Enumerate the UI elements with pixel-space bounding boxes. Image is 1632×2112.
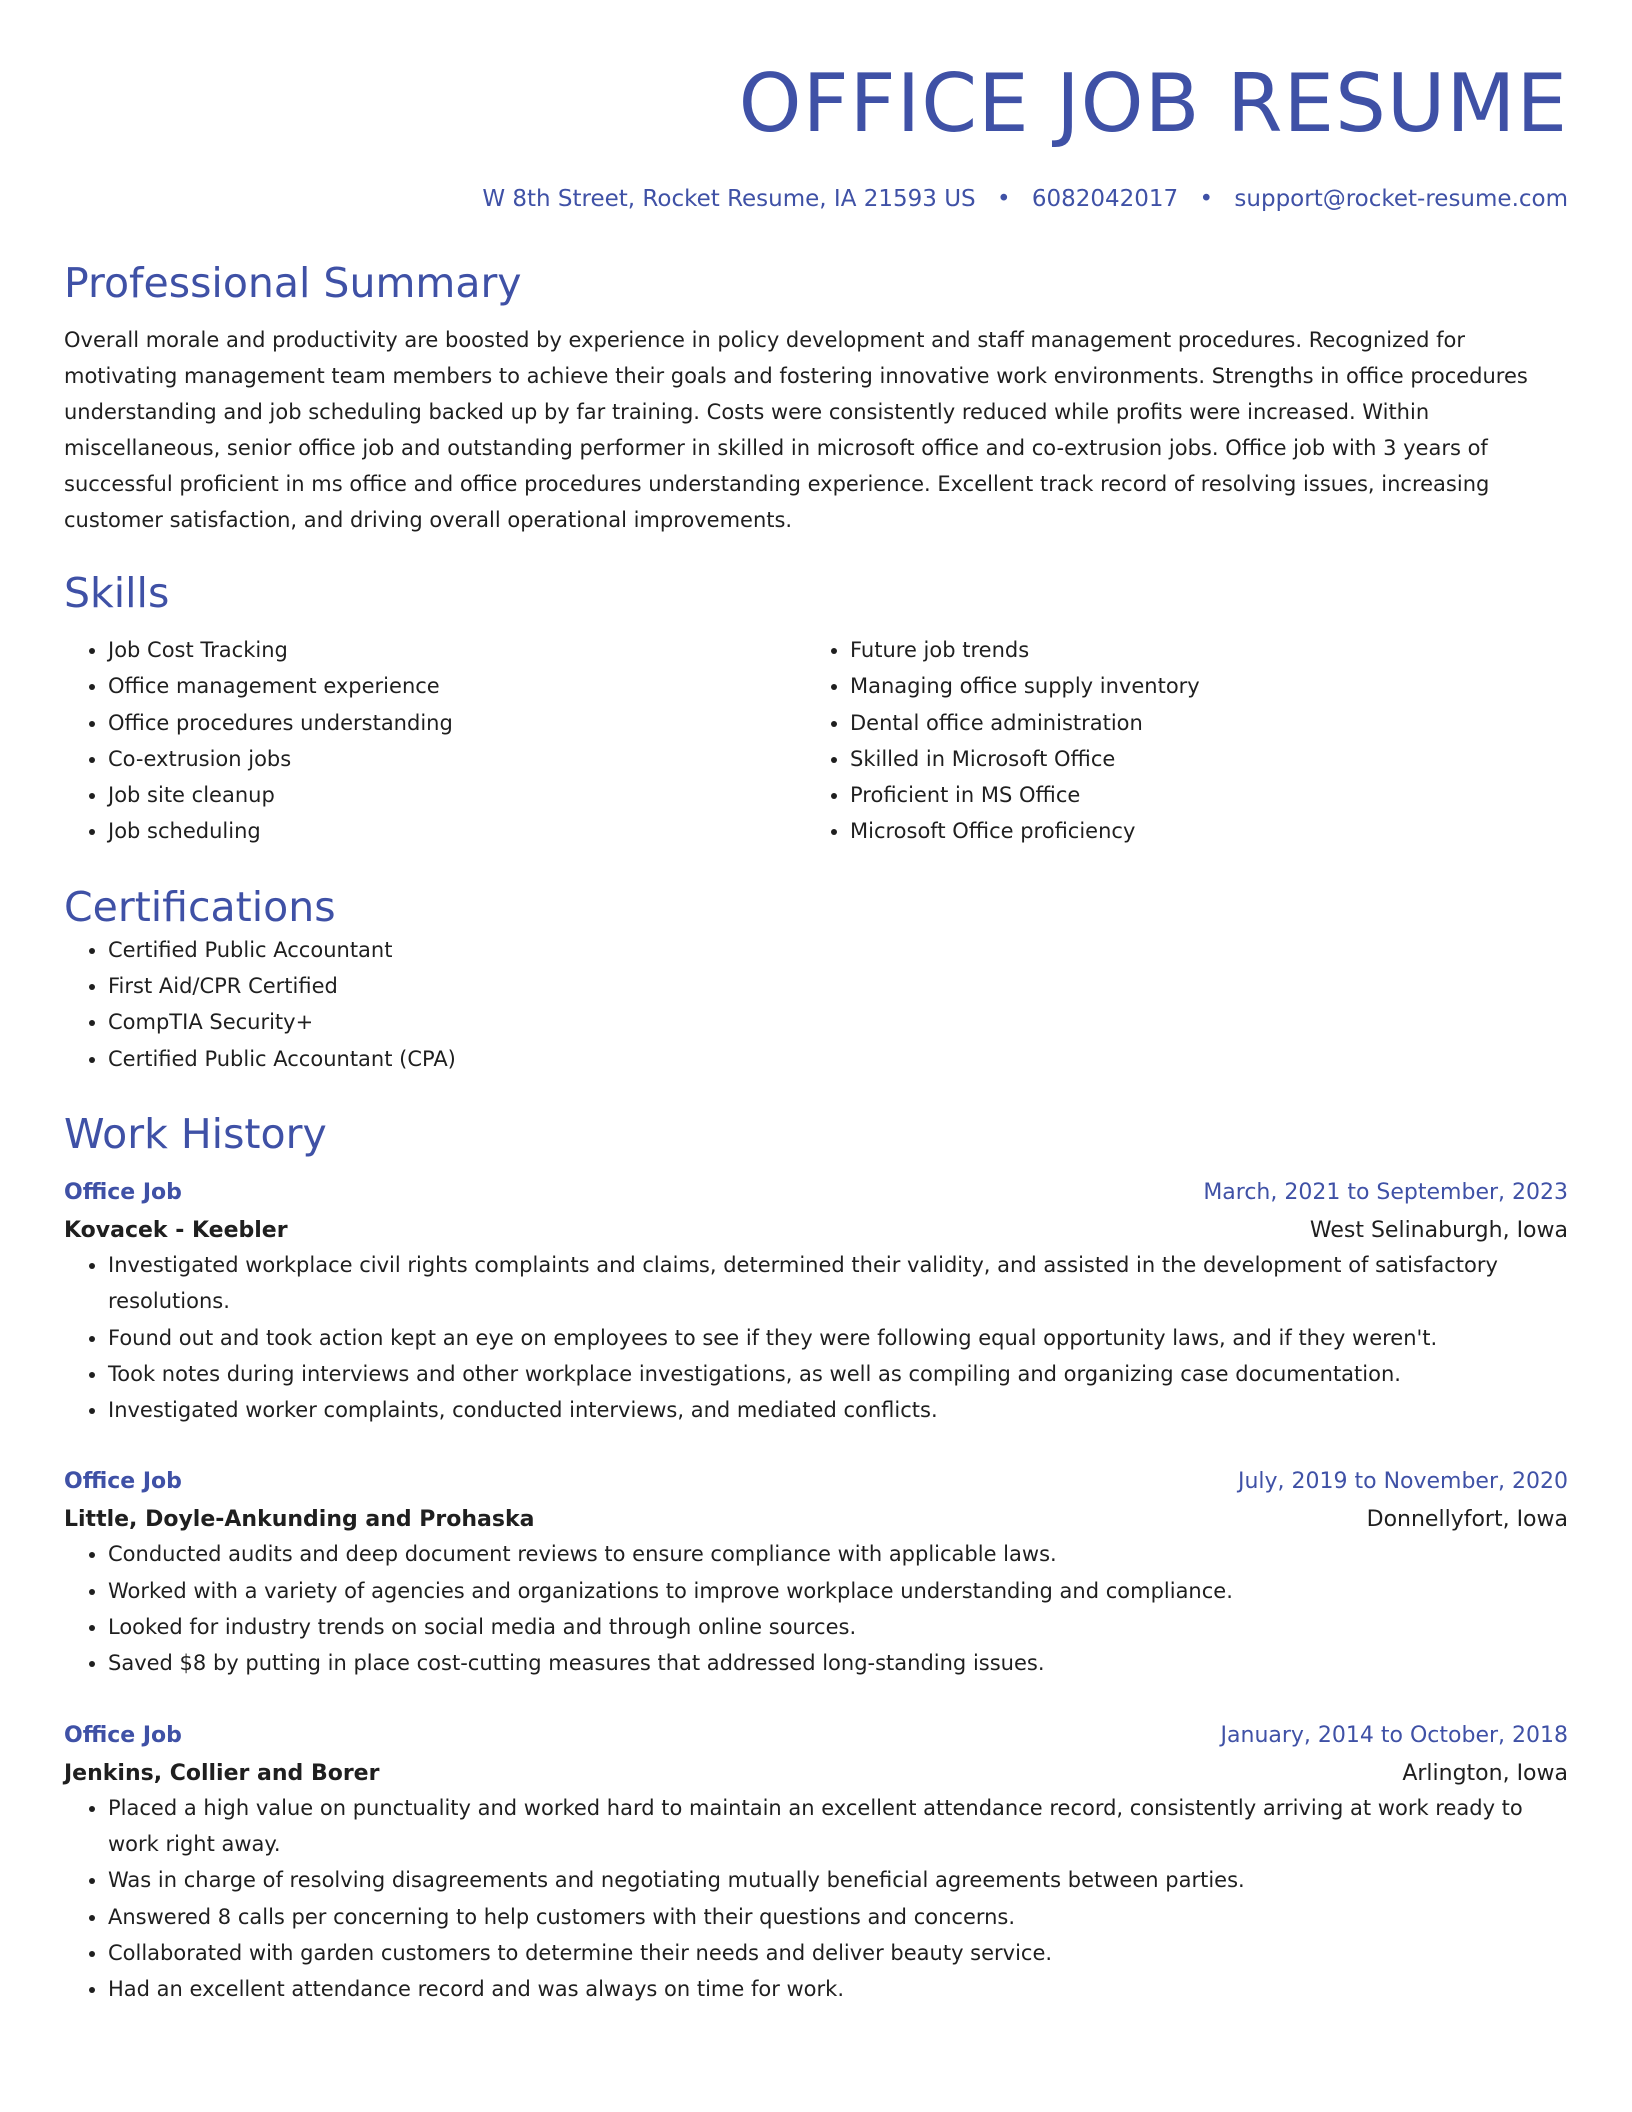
job-entry xyxy=(64,1720,1568,2008)
job-bullet: • Conducted audits and deep document reviews to ensure compliance with applicable laws. xyxy=(108,1536,1568,1572)
skill-item: • Job site cleanup xyxy=(108,777,806,813)
summary-heading: Professional Summary xyxy=(64,259,522,307)
job-bullet: • Saved $8 by putting in place cost-cutting measures that addressed long-standing issues. xyxy=(108,1645,1568,1681)
job-dates: March, 2021 to September, 2023 xyxy=(1203,1179,1568,1205)
skill-item: • Microsoft Office proficiency xyxy=(850,813,1548,849)
job-company: Little, Doyle-Ankunding and Prohaska xyxy=(64,1507,535,1533)
skills-section xyxy=(64,568,1568,850)
job-company-row xyxy=(64,1758,1568,1790)
certification-item: • CompTIA Security+ xyxy=(108,1004,1568,1040)
summary-text: Overall morale and productivity are boosted by experience in policy development and staff management procedures. Recognized for motivating management team members to achieve their goals and fostering innovative work environments. Strengths in office procedures understanding and job scheduling backed up by far training. Costs were consistently reduced while profits were increased. Within miscellaneous, senior office job and outstanding performer in skilled in microsoft office and co-extrusion jobs. Office job with 3 years of successful proficient in ms office and office procedures understanding experience. Excellent track record of resolving issues, increasing customer satisfaction, and driving overall operational improvements. xyxy=(64,328,1528,532)
job-bullet: • Found out and took action kept an eye on employees to see if they were following equal opportunity laws, and if they weren't. xyxy=(108,1320,1568,1356)
contact-separator: • xyxy=(996,186,1011,212)
contact-address: W 8th Street, Rocket Resume, IA 21593 US xyxy=(482,186,976,212)
work-history-section xyxy=(64,1109,1568,2007)
skill-item: • Managing office supply inventory xyxy=(850,668,1548,704)
skill-item: • Office management experience xyxy=(108,668,806,704)
job-dates: July, 2019 to November, 2020 xyxy=(1237,1469,1568,1495)
job-bullet: • Answered 8 calls per concerning to help customers with their questions and concerns. xyxy=(108,1899,1568,1935)
certifications-heading: Certifications xyxy=(64,882,336,931)
job-bullet: • Investigated workplace civil rights complaints and claims, determined their validity, and assisted in the development of satisfactory resolutions. xyxy=(108,1247,1568,1320)
certifications-list xyxy=(64,932,1568,1077)
professional-summary-section xyxy=(64,258,1568,538)
contact-line xyxy=(64,182,1568,216)
certification-item: • Certified Public Accountant xyxy=(108,932,1568,968)
skills-column-right xyxy=(806,632,1548,850)
skill-item: • Office procedures understanding xyxy=(108,705,806,741)
skill-item: • Job Cost Tracking xyxy=(108,632,806,668)
certification-item: • First Aid/CPR Certified xyxy=(108,968,1568,1004)
job-bullets xyxy=(64,1247,1568,1428)
skill-item: • Proficient in MS Office xyxy=(850,777,1548,813)
skill-item: • Future job trends xyxy=(850,632,1548,668)
skills-column-left xyxy=(64,632,806,850)
job-title: Office Job xyxy=(64,1179,182,1205)
job-title-row xyxy=(64,1466,1568,1498)
job-bullet: • Looked for industry trends on social media and through online sources. xyxy=(108,1609,1568,1645)
resume-header xyxy=(64,0,1568,216)
job-entry xyxy=(64,1177,1568,1428)
work-history-heading: Work History xyxy=(64,1109,327,1158)
skills-grid xyxy=(64,632,1568,850)
job-bullet: • Took notes during interviews and other workplace investigations, as well as compiling and organizing case documentation. xyxy=(108,1356,1568,1392)
certifications-section xyxy=(64,882,1568,1077)
job-bullet: • Was in charge of resolving disagreements and negotiating mutually beneficial agreements between parties. xyxy=(108,1862,1568,1898)
job-entry xyxy=(64,1466,1568,1681)
job-bullet: • Investigated worker complaints, conducted interviews, and mediated conflicts. xyxy=(108,1392,1568,1428)
job-company: Kovacek - Keebler xyxy=(64,1217,288,1243)
job-bullet: • Worked with a variety of agencies and organizations to improve workplace understanding and compliance. xyxy=(108,1573,1568,1609)
job-company: Jenkins, Collier and Borer xyxy=(64,1760,380,1786)
skills-list-right xyxy=(806,632,1548,850)
job-bullets xyxy=(64,1790,1568,2008)
skill-item: • Dental office administration xyxy=(850,705,1548,741)
contact-email: support@rocket-resume.com xyxy=(1234,186,1568,212)
job-location: West Selinaburgh, Iowa xyxy=(1309,1217,1568,1243)
contact-separator: • xyxy=(1199,186,1214,212)
skill-item: • Co-extrusion jobs xyxy=(108,741,806,777)
resume-name: OFFICE JOB RESUME xyxy=(738,57,1568,150)
skills-heading: Skills xyxy=(64,569,170,617)
job-location: Arlington, Iowa xyxy=(1402,1760,1568,1786)
job-company-row xyxy=(64,1215,1568,1247)
job-bullets xyxy=(64,1536,1568,1681)
job-title-row xyxy=(64,1720,1568,1752)
skills-list-left xyxy=(64,632,806,850)
skill-item: • Job scheduling xyxy=(108,813,806,849)
job-bullet: • Placed a high value on punctuality and worked hard to maintain an excellent attendance record, consistently arriving at work ready to work right away. xyxy=(108,1790,1568,1863)
job-bullet: • Collaborated with garden customers to determine their needs and deliver beauty service. xyxy=(108,1935,1568,1971)
skill-item: • Skilled in Microsoft Office xyxy=(850,741,1548,777)
job-title: Office Job xyxy=(64,1469,182,1495)
job-title: Office Job xyxy=(64,1722,182,1748)
job-location: Donnellyfort, Iowa xyxy=(1366,1507,1568,1533)
job-company-row xyxy=(64,1504,1568,1536)
job-dates: January, 2014 to October, 2018 xyxy=(1220,1722,1568,1748)
contact-phone: 6082042017 xyxy=(1031,186,1179,212)
certification-item: • Certified Public Accountant (CPA) xyxy=(108,1041,1568,1077)
job-title-row xyxy=(64,1177,1568,1209)
job-bullet: • Had an excellent attendance record and was always on time for work. xyxy=(108,1971,1568,2007)
